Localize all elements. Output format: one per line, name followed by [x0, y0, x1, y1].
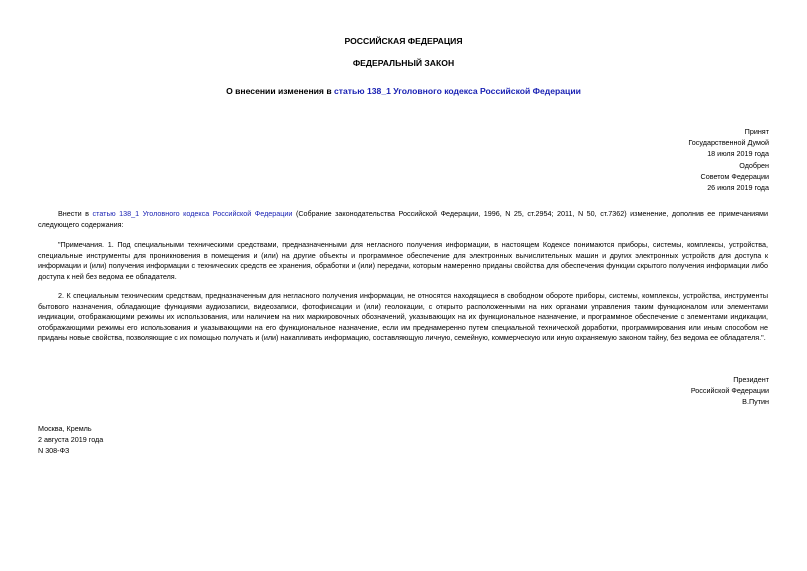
- law-title-prefix: О внесении изменения в: [226, 86, 332, 96]
- body-paragraph-note-1: "Примечания. 1. Под специальными техническими средствами, предназначенными для негласного получения информации, в настоящем Кодексе понимаются приборы, системы, комплексы, устройства, специальные инструменты для проникновения в помещения и (или) на другие объекты и программное обеспечение для электронных вычислительных машин и других электронных устройств для доступа к информации и (или) получения информации с технических средств ее хранения, обработки и (или) передачи, которым намеренно приданы свойства для обеспечения функции скрытого получения информации либо доступа к ней без ведома ее обладателя.: [38, 240, 768, 281]
- adoption-line: Принят: [744, 127, 769, 136]
- law-type-heading: ФЕДЕРАЛЬНЫЙ ЗАКОН: [352, 58, 455, 68]
- signature-line: Российской Федерации: [690, 386, 769, 395]
- intro-suffix: (Собрание законодательства Российской Федерации, 1996, N 25, ст.2954; 2011, N 50, ст.7362) изменение, дополнив ее примечаниями следующего содержания:: [38, 209, 768, 229]
- adoption-block: [688, 126, 769, 193]
- signature-line: В.Путин: [742, 397, 769, 406]
- country-heading: РОССИЙСКАЯ ФЕДЕРАЦИЯ: [344, 36, 463, 46]
- body-paragraph-note-2: 2. К специальным техническим средствам, предназначенным для негласного получения информации, не относятся находящиеся в свободном обороте приборы, системы, комплексы, устройства, инструменты бытового назначения, обладающие функциями аудиозаписи, видеозаписи, фотофиксации и (или) геолокации, с открыто расположенными на них органами управления таким функционалом или элементами индикации, отображающими режимы их использования, или наличием на них маркировочных обозначений, указывающих на их функциональное назначение, и программное обеспечение с элементами индикации, отображающими режимы его использования и указывающими на его функциональное назначение, если им преднамеренно путем специальной технической доработки, программирования или иным способом не приданы новые свойства, позволяющие с их помощью получать и (или) накапливать информацию, составляющую личную, семейную, коммерческую или иную охраняемую законом тайну, без ведома ее обладателя.".: [38, 291, 768, 343]
- law-title: [0, 86, 807, 96]
- date-line: 2 августа 2019 года: [38, 435, 104, 444]
- law-number: N 308-ФЗ: [38, 446, 70, 455]
- signature-block: [691, 374, 769, 407]
- adoption-line: 26 июля 2019 года: [707, 183, 769, 193]
- adoption-line: 18 июля 2019 года: [707, 149, 769, 159]
- law-title-link[interactable]: статью 138_1 Уголовного кодекса Российской Федерации: [334, 86, 581, 96]
- body-paragraph-intro: [38, 209, 768, 230]
- place-date-block: [38, 423, 103, 456]
- adoption-line: Государственной Думой: [688, 138, 769, 148]
- signature-line: Президент: [733, 375, 769, 384]
- article-link[interactable]: статью 138_1 Уголовного кодекса Российской Федерации: [92, 209, 293, 218]
- place-line: Москва, Кремль: [38, 424, 92, 433]
- adoption-line: Советом Федерации: [700, 171, 769, 181]
- adoption-line: Одобрен: [739, 160, 769, 170]
- intro-prefix: Внести в: [58, 209, 89, 218]
